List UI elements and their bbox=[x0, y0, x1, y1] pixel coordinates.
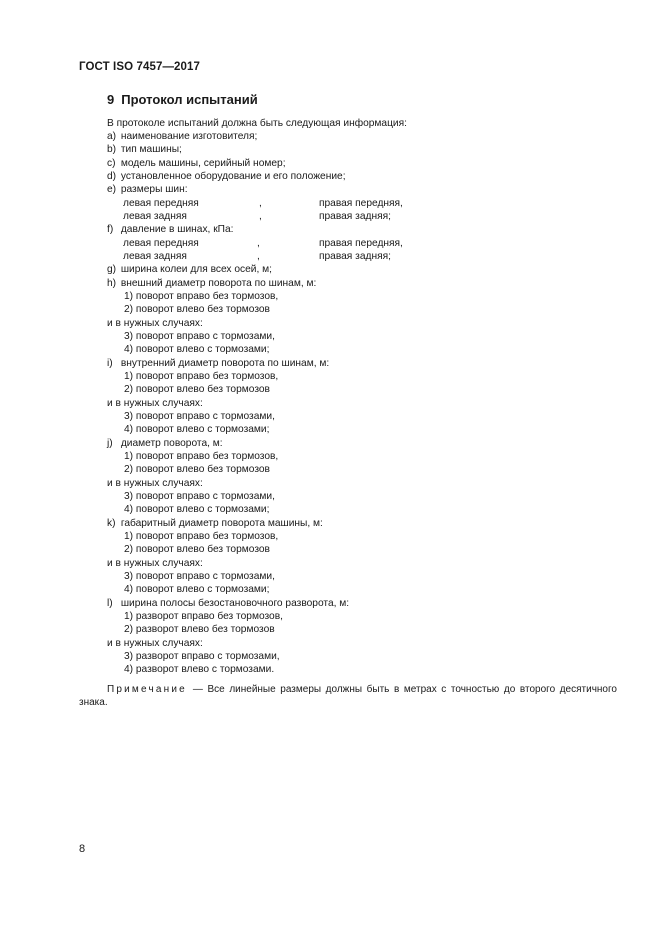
list-item-l bbox=[107, 597, 349, 610]
condition-text: и в нужных случаях: bbox=[107, 558, 203, 569]
list-marker: e) bbox=[107, 184, 117, 195]
list-item-d bbox=[107, 170, 346, 183]
list-item-j bbox=[107, 437, 223, 450]
tire-left-label: левая задняя bbox=[123, 251, 187, 262]
list-marker: a) bbox=[107, 131, 117, 142]
sub-item: 3) поворот вправо с тормозами, bbox=[124, 411, 275, 422]
list-marker: h) bbox=[107, 278, 117, 289]
sub-item: 3) поворот вправо с тормозами, bbox=[124, 491, 275, 502]
list-item-b bbox=[107, 143, 182, 156]
tire-left-label: левая передняя bbox=[123, 238, 199, 249]
sub-item: 4) поворот влево с тормозами; bbox=[124, 584, 270, 595]
list-item-text: модель машины, серийный номер; bbox=[120, 158, 286, 169]
list-item-i bbox=[107, 357, 329, 370]
sub-item: 2) разворот влево без тормозов bbox=[124, 624, 275, 635]
list-item-text: внешний диаметр поворота по шинам, м: bbox=[120, 278, 317, 289]
tire-value-blank: , bbox=[259, 211, 262, 222]
condition-text: и в нужных случаях: bbox=[107, 478, 203, 489]
sub-item: 2) поворот влево без тормозов bbox=[124, 304, 270, 315]
tire-value-blank: , bbox=[259, 198, 262, 209]
list-item-h bbox=[107, 277, 316, 290]
list-item-text: размеры шин: bbox=[120, 184, 188, 195]
page-number: 8 bbox=[79, 843, 86, 855]
tire-left-label: левая передняя bbox=[123, 198, 199, 209]
section-title-text: Протокол испытаний bbox=[121, 92, 258, 107]
sub-item: 1) поворот вправо без тормозов, bbox=[124, 291, 279, 302]
tire-value-blank: , bbox=[257, 238, 260, 249]
list-marker: d) bbox=[107, 171, 117, 182]
tire-right-label: правая передняя, bbox=[319, 198, 403, 209]
section-number: 9 bbox=[107, 92, 115, 107]
tire-right-label: правая задняя; bbox=[319, 251, 391, 262]
sub-item: 4) поворот влево с тормозами; bbox=[124, 504, 270, 515]
list-item-text: тип машины; bbox=[120, 144, 182, 155]
list-item-text: наименование изготовителя; bbox=[120, 131, 258, 142]
sub-item: 3) поворот вправо с тормозами, bbox=[124, 331, 275, 342]
list-marker: i) bbox=[107, 358, 113, 369]
condition-text: и в нужных случаях: bbox=[107, 398, 203, 409]
list-item-text: установленное оборудование и его положение; bbox=[120, 171, 346, 182]
list-item-a bbox=[107, 130, 257, 143]
list-item-f bbox=[107, 223, 233, 236]
sub-item: 3) разворот вправо с тормозами, bbox=[124, 651, 280, 662]
sub-item: 4) поворот влево с тормозами; bbox=[124, 424, 270, 435]
sub-item: 4) разворот влево с тормозами. bbox=[124, 664, 275, 675]
tire-right-label: правая задняя; bbox=[319, 211, 391, 222]
list-item-text: ширина полосы безостановочного разворота, м: bbox=[120, 598, 350, 609]
list-marker: j) bbox=[107, 438, 113, 449]
list-marker: g) bbox=[107, 264, 117, 275]
list-item-text: давление в шинах, кПа: bbox=[120, 224, 234, 235]
list-marker: l) bbox=[107, 598, 113, 609]
sub-item: 2) поворот влево без тормозов bbox=[124, 544, 270, 555]
sub-item: 3) поворот вправо с тормозами, bbox=[124, 571, 275, 582]
list-marker: b) bbox=[107, 144, 117, 155]
section-title bbox=[107, 92, 258, 107]
condition-text: и в нужных случаях: bbox=[107, 638, 203, 649]
sub-item: 2) поворот влево без тормозов bbox=[124, 464, 270, 475]
list-marker: f) bbox=[107, 224, 114, 235]
sub-item: 4) поворот влево с тормозами; bbox=[124, 344, 270, 355]
list-marker: c) bbox=[107, 158, 116, 169]
tire-right-label: правая передняя, bbox=[319, 238, 403, 249]
sub-item: 2) поворот влево без тормозов bbox=[124, 384, 270, 395]
list-item-text: габаритный диаметр поворота машины, м: bbox=[120, 518, 323, 529]
tire-value-blank: , bbox=[257, 251, 260, 262]
list-item-text: ширина колеи для всех осей, м; bbox=[120, 264, 272, 275]
intro-text: В протоколе испытаний должна быть следующая информация: bbox=[107, 118, 407, 129]
sub-item: 1) поворот вправо без тормозов, bbox=[124, 451, 279, 462]
note-paragraph bbox=[79, 683, 617, 709]
list-item-text: диаметр поворота, м: bbox=[120, 438, 223, 449]
list-marker: k) bbox=[107, 518, 116, 529]
document-code: ГОСТ ISO 7457—2017 bbox=[79, 61, 201, 73]
note-text: — Все линейные размеры должны быть в метрах с точностью до второго десятичного знака. bbox=[79, 684, 617, 708]
sub-item: 1) поворот вправо без тормозов, bbox=[124, 371, 279, 382]
sub-item: 1) поворот вправо без тормозов, bbox=[124, 531, 279, 542]
list-item-text: внутренний диаметр поворота по шинам, м: bbox=[120, 358, 330, 369]
tire-left-label: левая задняя bbox=[123, 211, 187, 222]
note-caption: Примечание bbox=[107, 684, 187, 695]
list-item-g bbox=[107, 263, 272, 276]
list-item-c bbox=[107, 157, 286, 170]
list-item-k bbox=[107, 517, 323, 530]
sub-item: 1) разворот вправо без тормозов, bbox=[124, 611, 283, 622]
condition-text: и в нужных случаях: bbox=[107, 318, 203, 329]
list-item-e bbox=[107, 183, 188, 196]
